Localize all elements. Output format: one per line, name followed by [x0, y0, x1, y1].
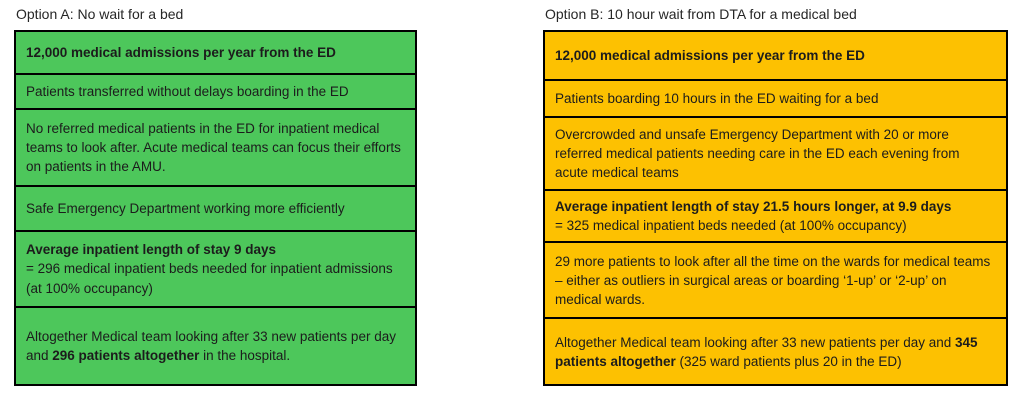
- cell-text: [555, 46, 996, 65]
- option-a-table: [14, 30, 417, 386]
- cell-text-segment: Altogether Medical team looking after 33 new patients per day and: [26, 328, 396, 363]
- option-a-title: Option A: No wait for a bed: [16, 6, 184, 22]
- cell-text-segment: (325 ward patients plus 20 in the ED): [675, 353, 902, 369]
- cell-text-segment: No referred medical patients in the ED for inpatient medical teams to look after. Acute medical teams can focus their efforts on patients in the AMU.: [26, 120, 401, 175]
- table-row-overcrowding: [545, 118, 1006, 191]
- cell-text-segment: = 296 medical inpatient beds needed for inpatient admissions (at 100% occupancy): [26, 261, 393, 296]
- cell-text: [26, 240, 405, 297]
- cell-text-segment: Patients transferred without delays boarding in the ED: [26, 83, 349, 99]
- cell-text: [555, 333, 996, 371]
- cell-text: [26, 199, 405, 218]
- cell-text: [555, 252, 996, 309]
- table-row-total-patients: [16, 308, 415, 384]
- option-b-panel: [543, 6, 1008, 386]
- table-row-transfer: [16, 75, 415, 110]
- cell-text-bold: Average inpatient length of stay 9 days: [26, 242, 277, 258]
- cell-text-bold: Average inpatient length of stay 21.5 hours longer, at 9.9 days: [555, 199, 952, 214]
- cell-text-segment: Overcrowded and unsafe Emergency Department with 20 or more referred medical patients needing care in the ED each evening from acute medical teams: [555, 126, 960, 181]
- cell-text-segment: Altogether Medical team looking after 33 new patients per day and: [555, 334, 955, 350]
- table-row-outliers: [545, 243, 1006, 319]
- cell-text: [555, 197, 996, 235]
- cell-text: [555, 89, 996, 108]
- cell-text: [555, 125, 996, 182]
- cell-text-bold: 296 patients altogether: [52, 348, 200, 363]
- cell-text-segment: = 325 medical inpatient beds needed (at 100% occupancy): [555, 218, 907, 234]
- cell-text-segment: in the hospital.: [199, 348, 291, 363]
- cell-text: [26, 82, 405, 101]
- cell-text-segment: 29 more patients to look after all the time on the wards for medical teams – either as outliers in surgical areas or boarding ‘1-up’ or ‘2-up’ on medical wards.: [555, 253, 991, 307]
- option-b-table: [543, 30, 1008, 386]
- cell-text: [26, 119, 405, 176]
- table-row-admissions: [16, 32, 415, 75]
- cell-text-bold: 12,000 medical admissions per year from the ED: [555, 47, 865, 63]
- table-row-admissions: [545, 32, 1006, 81]
- table-row-length-of-stay: [16, 232, 415, 308]
- cell-text-bold: 345 patients altogether: [555, 334, 978, 369]
- option-a-panel: [14, 6, 417, 386]
- cell-text-bold: 12,000 medical admissions per year from the ED: [26, 44, 336, 60]
- table-row-total-patients: [545, 319, 1006, 384]
- option-b-title: Option B: 10 hour wait from DTA for a medical bed: [545, 6, 857, 22]
- cell-text-segment: Patients boarding 10 hours in the ED waiting for a bed: [555, 90, 879, 106]
- cell-text: [26, 327, 405, 365]
- table-row-boarding: [545, 81, 1006, 118]
- table-row-length-of-stay: [545, 191, 1006, 243]
- cell-text: [26, 43, 405, 62]
- table-row-ed-safety: [16, 187, 415, 232]
- table-row-referred-patients: [16, 110, 415, 187]
- cell-text-segment: Safe Emergency Department working more efficiently: [26, 200, 345, 216]
